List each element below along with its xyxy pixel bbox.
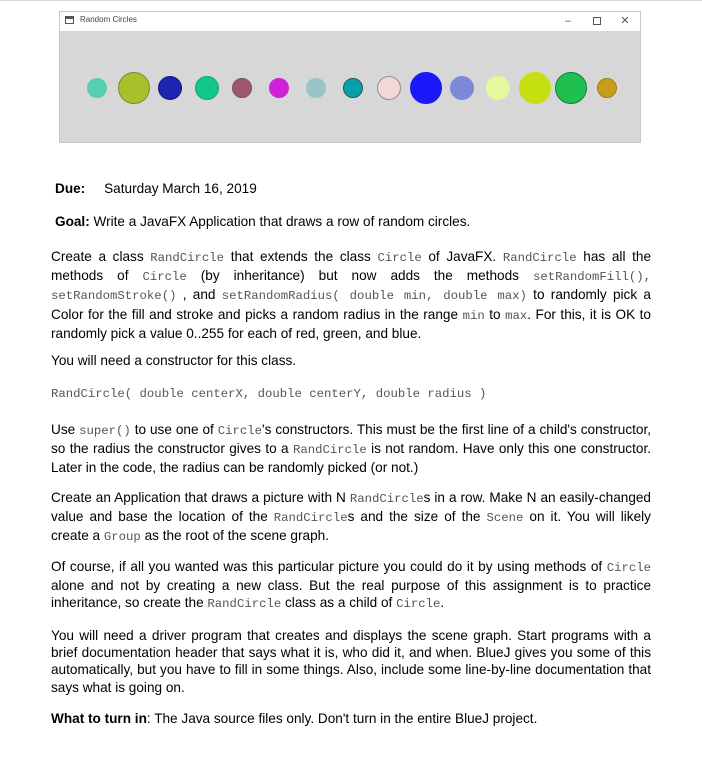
- paragraph-driver: You will need a driver program that creates and displays the scene graph. Start programs with a brief documentation header that says what it is, who did it, and when. BlueJ gives you some of this automatically, but you have to fill in some things. Also, include some line-by-line documentation that says what is going on.: [51, 628, 651, 695]
- code: Circle: [142, 270, 187, 285]
- text: Create a class: [51, 249, 151, 264]
- text: is not random. Have only this one constructor. Later in the code, the radius can be randomly picked (or not.): [51, 441, 651, 476]
- code: RandCircle: [502, 251, 577, 265]
- maximize-icon: [593, 17, 601, 25]
- page-top-border: [0, 0, 702, 1]
- random-circle: [377, 76, 401, 100]
- random-circle: [158, 76, 182, 100]
- text: , and: [176, 287, 222, 303]
- text: to: [484, 306, 506, 322]
- code: RandCircle: [207, 597, 282, 612]
- code: Circle: [396, 597, 441, 612]
- due-date: Saturday March 16, 2019: [104, 181, 257, 196]
- code: setRandomStroke(): [51, 289, 177, 304]
- code: super(): [79, 424, 131, 438]
- text: as the root of the scene graph.: [140, 528, 329, 544]
- constructor-signature: RandCircle( double centerX, double centerY, double radius ): [51, 387, 487, 401]
- code: Group: [103, 530, 141, 545]
- goal-label: Goal:: [55, 214, 90, 229]
- random-circle: [232, 78, 252, 98]
- paragraph-inheritance: [51, 558, 651, 614]
- code: Circle: [217, 424, 263, 438]
- random-circle: [555, 72, 587, 104]
- close-button[interactable]: ✕: [620, 15, 630, 27]
- text: .: [440, 595, 445, 611]
- text: 's constructors. This must be the first line of a child's constructor, so the radius the constructor gives to a: [51, 422, 652, 457]
- random-circle: [410, 72, 442, 104]
- code: Circle: [377, 251, 422, 265]
- random-circle: [306, 78, 326, 98]
- random-circle: [486, 76, 510, 100]
- turn-in-text: : The Java source files only. Don't turn in the entire BlueJ project.: [146, 711, 538, 726]
- random-circle: [269, 78, 289, 98]
- code: RandCircle: [292, 443, 367, 458]
- text: to randomly pick a Color for the fill and stroke and picks a random radius in the range: [51, 287, 651, 322]
- paragraph-randcircle-class: [51, 248, 651, 342]
- window-titlebar[interactable]: [60, 12, 640, 31]
- turn-in-line: [51, 710, 651, 727]
- text: on it. You will likely create a: [51, 509, 651, 544]
- code: setRandomFill(),: [532, 270, 652, 285]
- text: Use: [51, 422, 80, 437]
- text: (by inheritance) but now adds the methods: [186, 268, 533, 284]
- random-circle: [519, 72, 551, 104]
- random-circles-window: [59, 11, 641, 143]
- random-circle: [450, 76, 474, 100]
- text: s in a row. Make N an easily-changed value and base the location of the: [51, 490, 651, 525]
- random-circle: [87, 78, 107, 98]
- text: s and the size of the: [347, 509, 487, 525]
- window-title: Random Circles: [80, 15, 137, 24]
- code: max: [505, 308, 528, 323]
- turn-in-label: What to turn in: [51, 711, 147, 726]
- code: setRandomRadius( double min, double max): [221, 289, 527, 304]
- random-circle: [118, 72, 150, 104]
- text: of JavaFX.: [421, 249, 503, 264]
- due-label: Due:: [55, 181, 86, 196]
- text: Of course, if all you wanted was this particular picture you could do it by using methods of: [51, 559, 607, 574]
- text: class as a child of: [281, 595, 397, 611]
- text: . For this, it is OK to randomly pick a value 0..255 for each of red, green, and blue.: [51, 306, 651, 341]
- code: RandCircle: [273, 511, 348, 526]
- circle-row: [60, 31, 640, 142]
- code: RandCircle: [349, 492, 424, 506]
- random-circle: [343, 78, 363, 98]
- text: has all the methods of: [51, 249, 651, 284]
- goal-line: [55, 213, 655, 230]
- text: that extends the class: [224, 249, 378, 264]
- code: RandCircle: [150, 251, 225, 265]
- text: Create an Application that draws a picture with N: [51, 490, 350, 505]
- code: Scene: [486, 511, 524, 526]
- maximize-button[interactable]: [587, 14, 607, 28]
- minimize-button[interactable]: –: [564, 15, 572, 27]
- code: Circle: [606, 561, 651, 575]
- paragraph-application: [51, 489, 651, 547]
- app-window-icon: [65, 16, 74, 24]
- text: to use one of: [130, 422, 218, 437]
- due-line: [55, 180, 655, 197]
- scene-canvas: [60, 31, 640, 142]
- goal-text: Write a JavaFX Application that draws a row of random circles.: [89, 214, 471, 229]
- paragraph-super: [51, 421, 651, 477]
- text: alone and not by creating a new class. But the real purpose of this assignment is to practice inheritance, so create the: [51, 578, 651, 611]
- code: min: [462, 308, 485, 323]
- random-circle: [195, 76, 219, 100]
- paragraph-constructor: You will need a constructor for this class.: [51, 353, 297, 368]
- random-circle: [597, 78, 617, 98]
